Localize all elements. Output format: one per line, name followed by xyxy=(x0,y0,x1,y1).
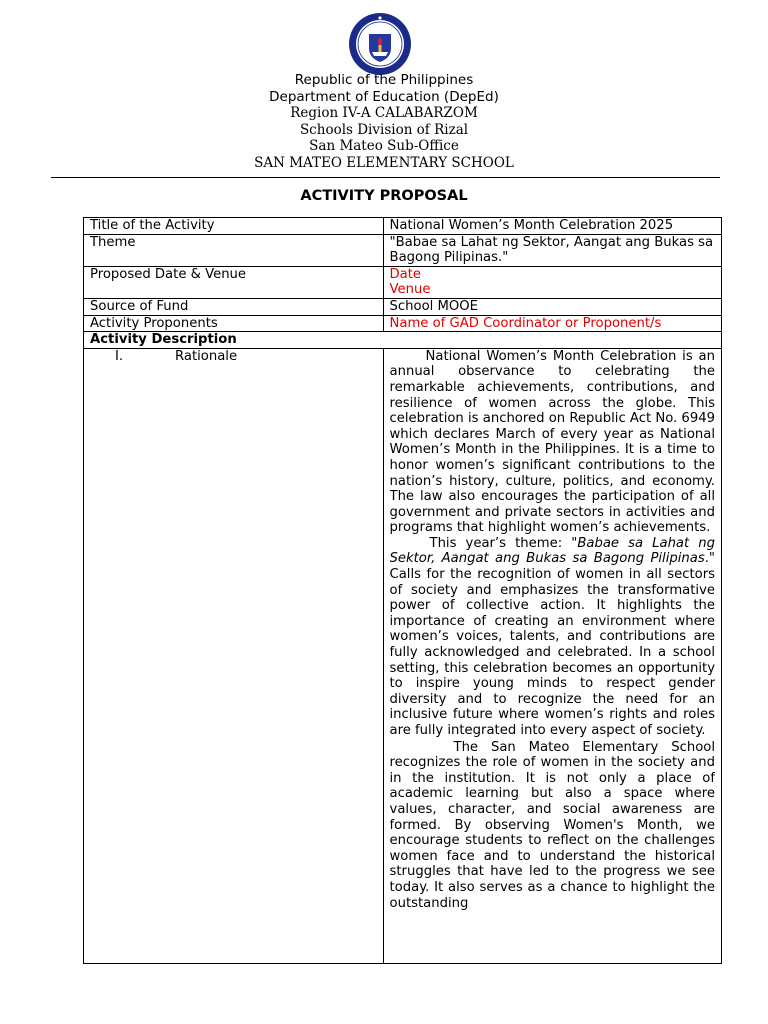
seal-book-icon xyxy=(372,52,388,56)
venue-placeholder: Venue xyxy=(389,282,431,298)
table-row-rationale xyxy=(84,348,722,963)
label-theme: Theme xyxy=(84,234,384,266)
value-source-of-fund: School MOOE xyxy=(383,298,721,315)
letterhead-line-6: SAN MATEO ELEMENTARY SCHOOL xyxy=(254,154,514,171)
rationale-p2-rest: ." Calls for the recognition of women in all sectors of society and emphasizes the transformative power of collective action. It highlights the importance of creating an environment where women’s voices, talents, and contributions are fully acknowledged and celebrated. In a school setting, this celebration becomes an opportunity to inspire young minds to respect gender diversity and to recognize the need for an inclusive future where women’s rights and roles are fully integrated into every aspect of society. xyxy=(389,551,715,738)
rationale-paragraph-3: The San Mateo Elementary School recognizes the role of women in the society and in the institution. It is not only a place of academic learning but also a space where values, character, and social awareness are formed. By observing Women's Month, we encourage students to reflect on the challenges women face and to understand the historical struggles that have led to the progress we see today. It also serves as a chance to highlight the outstanding xyxy=(389,739,715,911)
letterhead xyxy=(0,72,768,171)
date-placeholder: Date xyxy=(389,266,422,282)
value-activity-proponents: Name of GAD Coordinator or Proponent/s xyxy=(383,315,721,332)
seal-star xyxy=(378,16,381,19)
table-row-theme xyxy=(84,234,722,266)
label-activity-proponents: Activity Proponents xyxy=(84,315,384,332)
letterhead-line-2: Department of Education (DepEd) xyxy=(269,88,499,105)
letterhead-line-1: Republic of the Philippines xyxy=(294,72,474,88)
value-date-venue xyxy=(383,266,721,298)
label-source-of-fund: Source of Fund xyxy=(84,298,384,315)
rationale-label: Rationale xyxy=(175,348,238,364)
rationale-p2-theme-italic: Babae sa Lahat ng Sektor, Aangat ang Bukas sa Bagong Pilipinas xyxy=(389,535,715,567)
value-rationale xyxy=(383,348,721,963)
rationale-number: I. xyxy=(115,348,124,364)
value-title-of-activity: National Women’s Month Celebration 2025 xyxy=(383,218,721,235)
rationale-p2-prefix: This year’s theme: " xyxy=(429,535,578,551)
label-title-of-activity: Title of the Activity xyxy=(84,218,384,235)
rationale-paragraph-1: National Women’s Month Celebration is an annual observance to celebrating the remarkable achievements, contributions, and resilience of women across the globe. This celebration is anchored on Republic Act No. 6949 which declares March of every year as National Women’s Month in the Philippines. It is a time to honor women’s significant contributions to the nation’s history, culture, politics, and economy. The law also encourages the participation of all government and private sectors in activities and programs that highlight women’s achievements. xyxy=(389,348,715,536)
label-date-venue: Proposed Date & Venue xyxy=(84,266,384,298)
rationale-paragraph-2 xyxy=(390,536,715,739)
table-row-proponents xyxy=(84,315,722,332)
table-row-fund xyxy=(84,298,722,315)
label-rationale xyxy=(84,348,384,963)
document-title: ACTIVITY PROPOSAL xyxy=(300,188,468,204)
header-divider xyxy=(51,177,720,178)
proposal-table xyxy=(83,217,722,964)
table-row-title xyxy=(84,218,722,235)
table-row-description-heading xyxy=(84,332,722,349)
letterhead-line-5: San Mateo Sub-Office xyxy=(309,138,459,154)
activity-description-heading: Activity Description xyxy=(84,332,722,349)
deped-seal xyxy=(348,12,412,76)
table-row-date-venue xyxy=(84,266,722,298)
letterhead-line-4: Schools Division of Rizal xyxy=(299,121,469,138)
letterhead-line-3: Region IV-A CALABARZOM xyxy=(290,105,478,121)
value-theme: "Babae sa Lahat ng Sektor, Aangat ang Bukas sa Bagong Pilipinas." xyxy=(383,234,721,266)
